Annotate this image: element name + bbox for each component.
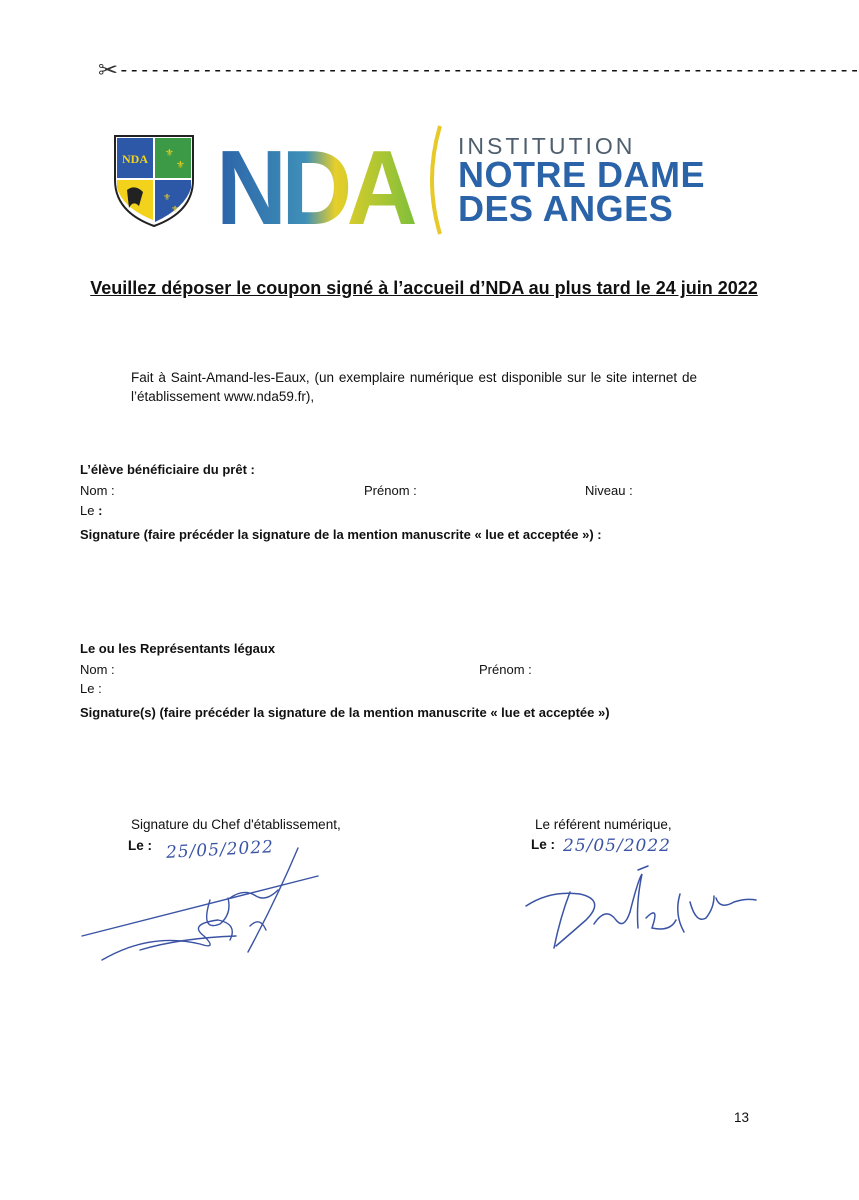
- referent-date-handwritten: 25/05/2022: [563, 836, 671, 856]
- chief-signature-label: Signature du Chef d'établissement,: [131, 817, 341, 832]
- representatives-heading: Le ou les Représentants légaux: [80, 641, 276, 656]
- page-number: 13: [734, 1110, 750, 1125]
- chief-le-label: Le :: [128, 838, 153, 853]
- cut-line: [98, 56, 859, 86]
- chief-date-handwritten: 25/05/2022: [165, 837, 275, 863]
- referent-le-label: Le :: [531, 837, 556, 852]
- logo-bracket-icon: [422, 124, 444, 236]
- logo-des-anges: DES ANGES: [458, 188, 674, 229]
- headline: Veuillez déposer le coupon signé à l’accueil d’NDA au plus tard le 24 juin 2022: [90, 278, 758, 298]
- logo-text: [458, 133, 758, 229]
- logo-notre-dame: NOTRE DAME: [458, 154, 705, 195]
- svg-text:⚜: ⚜: [163, 193, 172, 203]
- student-niveau-label: Niveau :: [585, 483, 633, 498]
- logo-letters-text: NDA: [216, 129, 416, 247]
- svg-text:⚜: ⚜: [171, 205, 180, 215]
- logo-institution: INSTITUTION: [458, 133, 636, 159]
- student-heading: L’élève bénéficiaire du prêt :: [80, 462, 255, 477]
- representatives-prenom-label: Prénom :: [479, 662, 532, 677]
- intro-paragraph: Fait à Saint-Amand-les-Eaux, (un exemplaire numérique est disponible sur le site internet de l’établissement www.nda59.fr),: [131, 370, 697, 404]
- cut-dashes: -----------------------------------------------------------------------: [118, 59, 859, 81]
- student-nom-label: Nom :: [80, 483, 115, 498]
- svg-text:⚜: ⚜: [165, 148, 174, 159]
- student-le-label: Le: [80, 503, 99, 518]
- chief-signature-icon: [80, 840, 330, 970]
- referent-signature-icon: [520, 862, 760, 954]
- svg-text:⚜: ⚜: [176, 160, 185, 171]
- crest-logo-icon: [113, 134, 195, 228]
- crest-initials: NDA: [122, 152, 148, 166]
- representatives-nom-label: Nom :: [80, 662, 115, 677]
- representatives-le-label: Le :: [80, 681, 102, 696]
- referent-signature-label: Le référent numérique,: [535, 817, 672, 832]
- student-prenom-label: Prénom :: [364, 483, 417, 498]
- nda-letters-logo: [216, 129, 416, 247]
- student-le-line: [80, 503, 102, 519]
- representatives-signature-label: Signature(s) (faire précéder la signature de la mention manuscrite « lue et acceptée »): [80, 705, 610, 720]
- student-signature-label: Signature (faire précéder la signature de la mention manuscrite « lue et acceptée ») :: [80, 527, 602, 542]
- student-le-colon: :: [98, 503, 103, 518]
- scissors-icon: ✂: [98, 56, 119, 84]
